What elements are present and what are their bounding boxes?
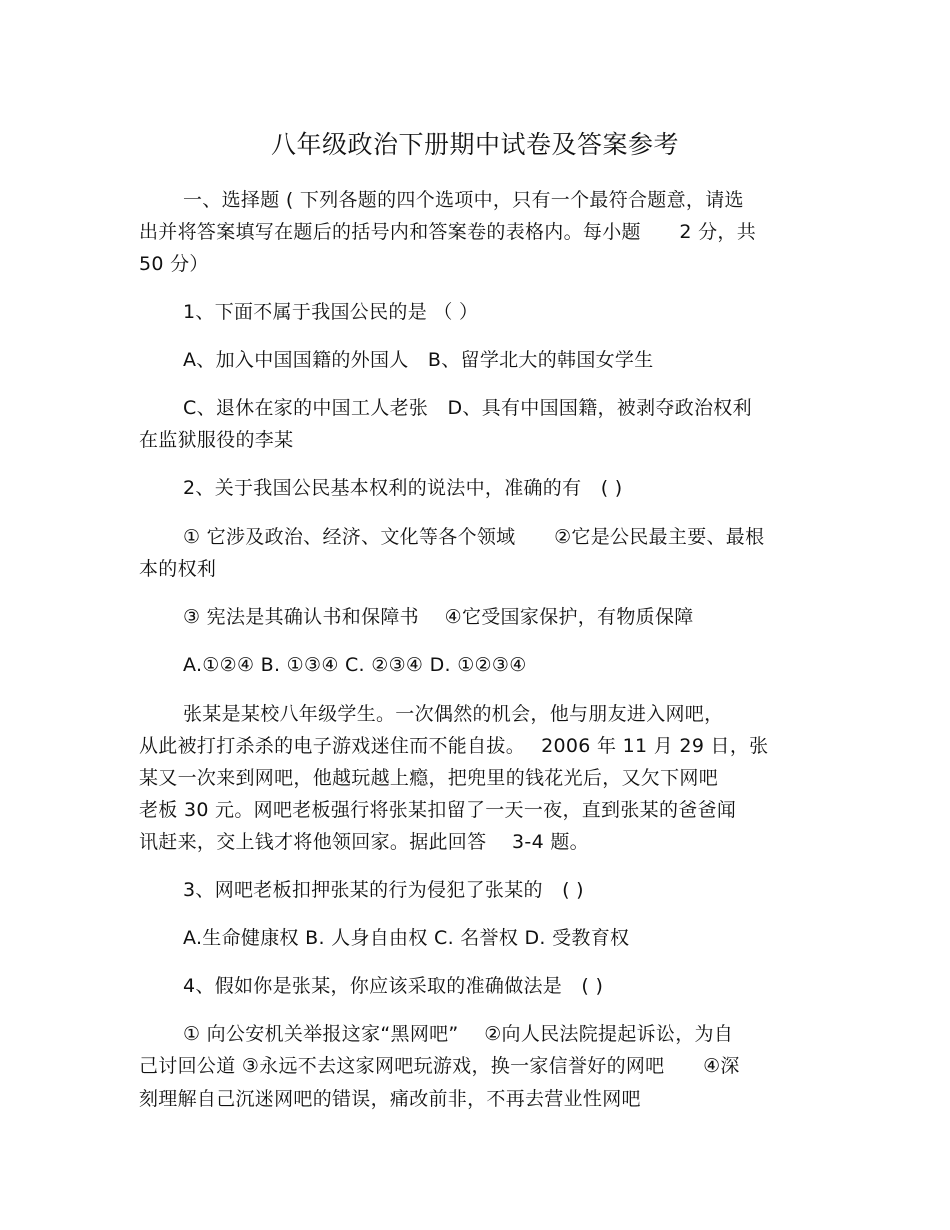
question-1-options-ab: A、加入中国国籍的外国人 B、留学北大的韩国女学生 bbox=[183, 349, 654, 371]
material-line-4: 老板 30 元。网吧老板强行将张某扣留了一天一夜，直到张某的爸爸闻 bbox=[139, 799, 737, 821]
question-3-choices: A.生命健康权 B. 人身自由权 C. 名誉权 D. 受教育权 bbox=[183, 927, 630, 949]
question-2-items-line-1: ① 它涉及政治、经济、文化等各个领域 ②它是公民最主要、最根 bbox=[183, 526, 765, 548]
page-title: 八年级政治下册期中试卷及答案参考 bbox=[270, 130, 679, 159]
material-line-5: 讯赶来，交上钱才将他领回家。据此回答 3-4 题。 bbox=[139, 831, 589, 853]
question-4-items-line-2: 己讨回公道 ③永远不去这家网吧玩游戏，换一家信誉好的网吧 ④深 bbox=[139, 1055, 740, 1077]
material-line-3: 某又一次来到网吧，他越玩越上瘾，把兜里的钱花光后，又欠下网吧 bbox=[139, 767, 719, 789]
question-2-items-line-2: 本的权利 bbox=[139, 558, 217, 580]
question-2-items-line-3: ③ 宪法是其确认书和保障书 ④它受国家保护，有物质保障 bbox=[183, 606, 694, 628]
question-1-options-cd: C、退休在家的中国工人老张 D、具有中国国籍，被剥夺政治权利 bbox=[183, 397, 752, 419]
section-instruction-line-2: 出并将答案填写在题后的括号内和答案卷的表格内。每小题 2 分，共 bbox=[139, 221, 757, 243]
section-instruction-line-1: 一、选择题 ( 下列各题的四个选项中，只有一个最符合题意，请选 bbox=[183, 189, 744, 211]
question-2-choices: A.①②④ B. ①③④ C. ②③④ D. ①②③④ bbox=[183, 654, 527, 676]
question-1-options-cd-cont: 在监狱服役的李某 bbox=[139, 429, 294, 451]
question-3-stem: 3、网吧老板扣押张某的行为侵犯了张某的 ( ) bbox=[183, 879, 584, 901]
question-4-items-line-3: 刻理解自己沉迷网吧的错误，痛改前非，不再去营业性网吧 bbox=[139, 1088, 641, 1110]
material-line-1: 张某是某校八年级学生。一次偶然的机会，他与朋友进入网吧， bbox=[183, 703, 724, 725]
question-4-stem: 4、假如你是张某，你应该采取的准确做法是 ( ) bbox=[183, 975, 604, 997]
question-1-stem: 1、下面不属于我国公民的是 （ ） bbox=[183, 301, 479, 323]
question-4-items-line-1: ① 向公安机关举报这家“黑网吧” ②向人民法院提起诉讼，为自 bbox=[183, 1023, 734, 1045]
material-line-2: 从此被打打杀杀的电子游戏迷住而不能自拔。 2006 年 11 月 29 日，张 bbox=[139, 735, 769, 757]
section-instruction-line-3: 50 分） bbox=[139, 253, 209, 275]
question-2-stem: 2、关于我国公民基本权利的说法中，准确的有 ( ) bbox=[183, 477, 623, 499]
